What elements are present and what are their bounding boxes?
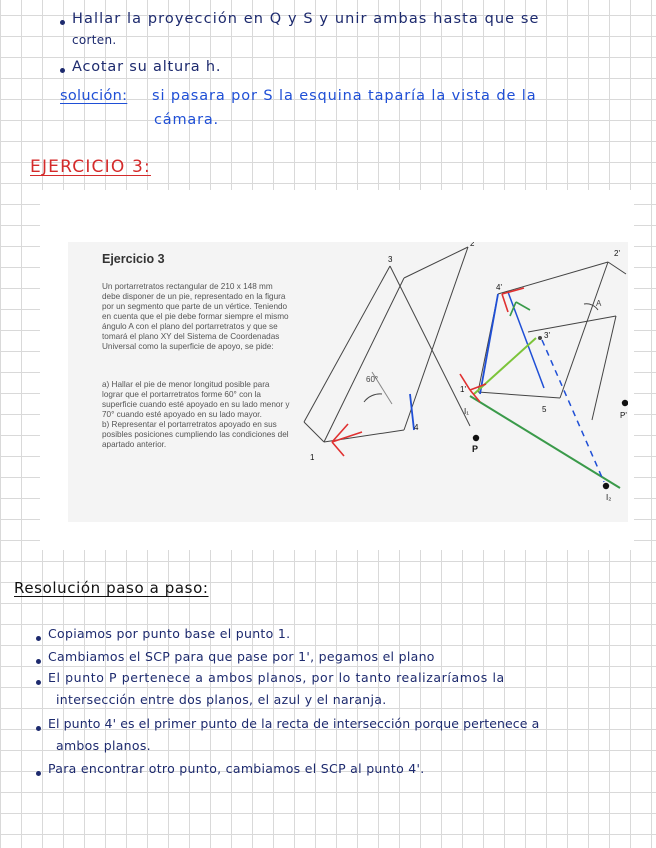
frame-drawing (68, 242, 628, 522)
point-p-marker (473, 435, 479, 441)
exercise-heading: EJERCICIO 3: (30, 157, 151, 177)
exercise-figure-panel (40, 190, 634, 550)
resolution-item-5: Para encontrar otro punto, cambiamos el SCP al punto 4'. (48, 761, 425, 776)
bullet-res-2 (36, 659, 41, 664)
label-4: 4 (414, 423, 419, 432)
label-i2: I₂ (606, 493, 612, 502)
note-line-2: Acotar su altura h. (72, 59, 222, 75)
figure-paragraph-1-line-4: en cuenta que el pie debe formar siempre el mismo (102, 312, 289, 321)
top-axis-y (502, 294, 508, 312)
bullet-res-3 (36, 680, 41, 685)
label-3p: 3' (544, 331, 550, 340)
figure-paragraph-2-line-5: b) Representar el portarretratos apoyado en sus (102, 420, 277, 429)
bullet-res-5 (36, 771, 41, 776)
label-3: 3 (388, 255, 393, 264)
figure-paragraph-1-line-7: Universal como la superficie de apoyo, se pide: (102, 342, 274, 351)
label-1p: 1' (460, 385, 466, 394)
figure-paragraph-2-line-4: 70° cuando esté apoyado en su lado mayor. (102, 410, 262, 419)
figure-paragraph-1-line-3: por un segmento que parte de un vértice. Teniendo (102, 302, 288, 311)
label-1: 1 (310, 453, 315, 462)
left-frame-edge-1 (304, 266, 390, 422)
resolution-item-4b: ambos planos. (56, 738, 151, 753)
right-blue-segment (480, 294, 498, 394)
solucion-label: solución: (60, 88, 128, 104)
figure-paragraph-2-line-2: lograr que el portarretratos forme 60° con la (102, 390, 261, 399)
note-line-1a: Hallar la proyección en Q y S y unir ambas hasta que se (72, 11, 540, 27)
left-axis-x (332, 442, 344, 456)
right-frame-top-edge (498, 262, 608, 294)
left-frame-edge-7 (304, 422, 324, 442)
point-i2-marker (603, 483, 609, 489)
resolution-item-3b: intersección entre dos planos, el azul y el naranja. (56, 692, 387, 707)
bullet-1 (60, 20, 65, 25)
point-p1-marker (622, 400, 628, 406)
label-angle-a: A (596, 299, 602, 308)
resolution-item-3: El punto P pertenece a ambos planos, por lo tanto realizaríamos la (48, 670, 505, 685)
figure-title: Ejercicio 3 (102, 252, 165, 266)
right-frame-right-edge (560, 262, 608, 398)
left-frame-edge-2 (390, 266, 470, 426)
right-frame-bottom-edge (478, 392, 560, 398)
figure-paragraph-1-line-5: ángulo A con el plano del portarretratos y que se (102, 322, 278, 331)
note-line-1b: corten. (72, 33, 117, 47)
label-angle-60: 60° (366, 375, 379, 384)
figure-paragraph-1-line-6: tomará el plano XY del Sistema de Coordenadas (102, 332, 280, 341)
angle-arc-60 (364, 394, 382, 402)
figure-paragraph-2-line-1: a) Hallar el pie de menor longitud posible para (102, 380, 270, 389)
bullet-2 (60, 68, 65, 73)
figure-paragraph-2-line-3: superficie cuando esté apoyado en su lado menor y (102, 400, 290, 409)
label-2: 2 (470, 242, 475, 248)
figure-paragraph-2-line-6: posibles posiciones cumpliendo las condiciones del (102, 430, 289, 439)
top-axis-x (502, 288, 524, 294)
right-frame-corner-edge (608, 262, 626, 274)
left-frame-edge-3 (324, 278, 404, 442)
right-frame-vertical (592, 316, 616, 420)
label-5: 5 (542, 405, 547, 414)
bullet-res-4 (36, 726, 41, 731)
bullet-res-1 (36, 636, 41, 641)
figure-paragraph-2-line-7: apartado anterior. (102, 440, 167, 449)
resolution-heading: Resolución paso a paso: (14, 579, 209, 597)
exercise-figure (68, 242, 628, 522)
solucion-text-b: cámara. (154, 112, 219, 128)
label-i1: I₁ (464, 407, 469, 416)
point-3p-marker (538, 336, 542, 340)
label-4p: 4' (496, 283, 502, 292)
label-p: P (472, 444, 479, 454)
label-p1: P' (620, 411, 627, 420)
solucion-text-a: si pasara por S la esquina taparía la vista de la (152, 88, 537, 104)
right-frame-mid-edge (528, 316, 616, 332)
label-2p: 2' (614, 249, 620, 258)
resolution-item-2: Cambiamos el SCP para que pase por 1', pegamos el plano (48, 649, 435, 664)
green-axis-1 (516, 302, 530, 310)
figure-paragraph-1-line-2: debe disponer de un pie, representado en la figura (102, 292, 286, 301)
figure-paragraph-1-line-1: Un portarretratos rectangular de 210 x 148 mm (102, 282, 273, 291)
resolution-item-4: El punto 4' es el primer punto de la recta de intersección porque pertenece a (48, 716, 540, 731)
resolution-item-1: Copiamos por punto base el punto 1. (48, 626, 291, 641)
